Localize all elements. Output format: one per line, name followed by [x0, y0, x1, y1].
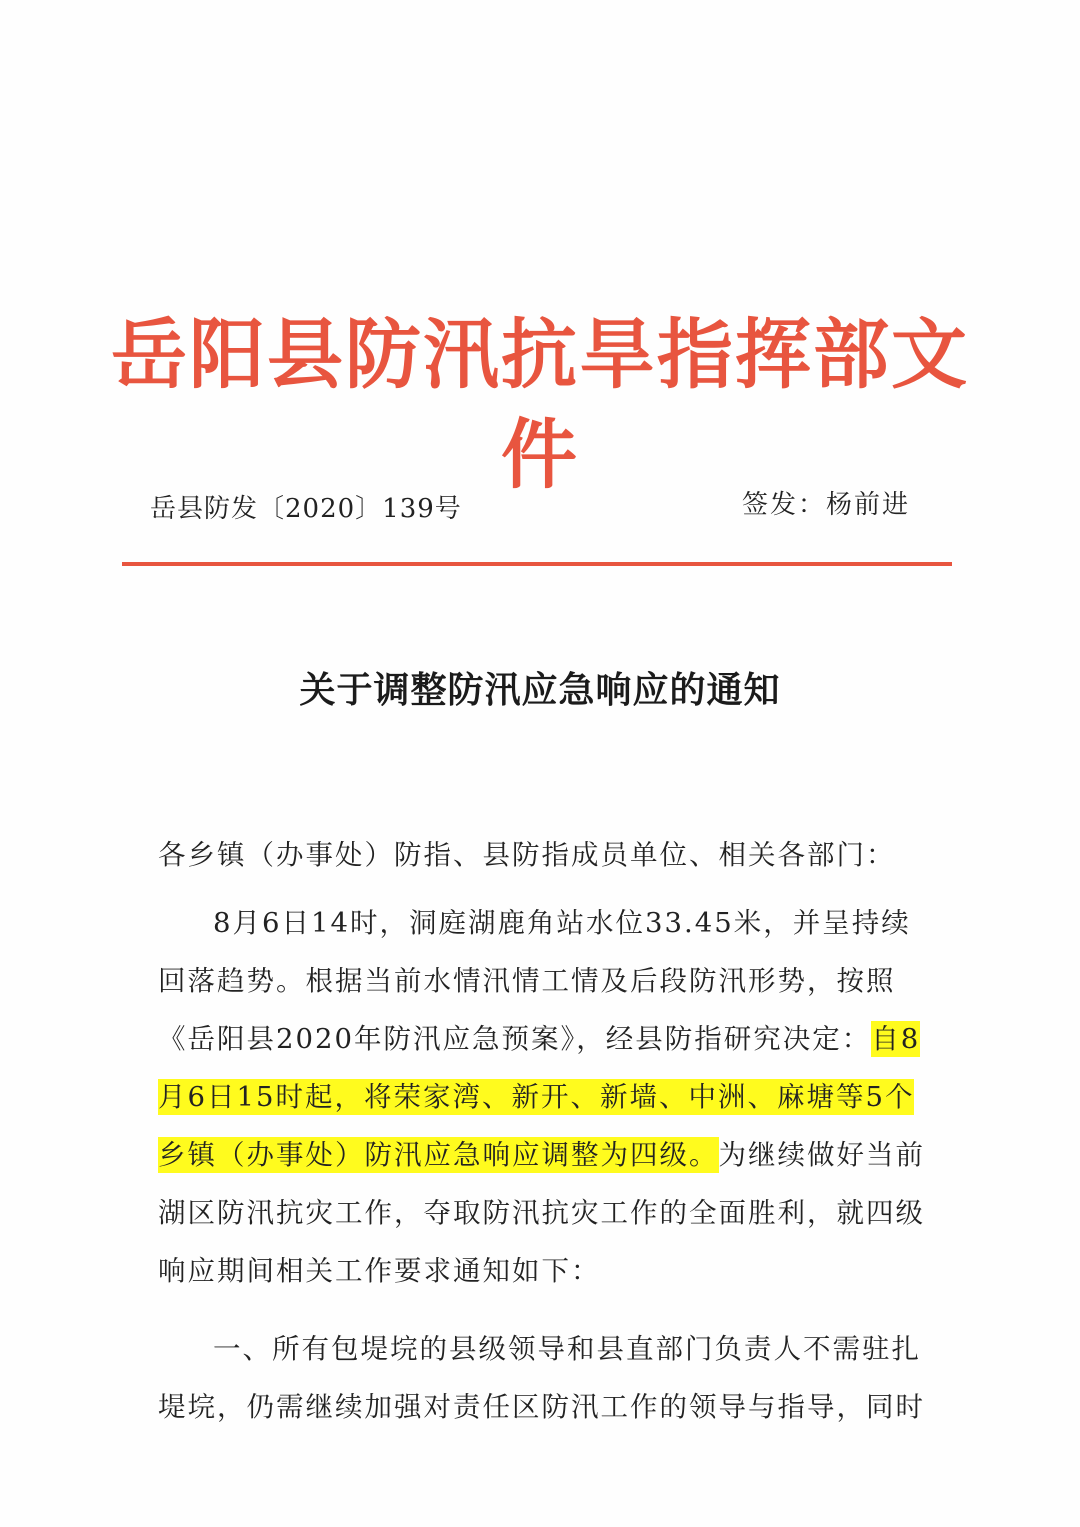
- paragraph-1-lead: 8月6日14时，洞庭湖鹿角站水位33.45米，并呈持续回落趋势。根据当前水情汛情工情及后段防汛形势，按照《岳阳县2020年防汛应急预案》，经县防指研究决定：: [158, 907, 911, 1055]
- document-body: [158, 826, 928, 1436]
- salutation: 各乡镇（办事处）防指、县防指成员单位、相关各部门：: [158, 839, 896, 871]
- document-number: 岳县防发〔2020〕139号: [150, 494, 462, 524]
- document-title: 关于调整防汛应急响应的通知: [299, 670, 781, 711]
- red-divider-line: [122, 562, 952, 566]
- issuer-signature: 签发：杨前进: [741, 490, 910, 520]
- paragraph-1: [158, 894, 928, 1300]
- highlighted-decision: 自8月6日15时起，将荣家湾、新开、新墙、中洲、麻塘等5个乡镇（办事处）防汛应急响应调整为四级。: [158, 1023, 921, 1171]
- paragraph-2: 一、所有包堤垸的县级领导和县直部门负责人不需驻扎堤垸，仍需继续加强对责任区防汛工作的领导与指导，同时: [158, 1333, 925, 1423]
- masthead-title: 岳阳县防汛抗旱指挥部文件: [111, 310, 969, 499]
- paragraph-1-tail: 为继续做好当前湖区防汛抗灾工作，夺取防汛抗灾工作的全面胜利，就四级响应期间相关工作要求通知如下：: [158, 1139, 925, 1287]
